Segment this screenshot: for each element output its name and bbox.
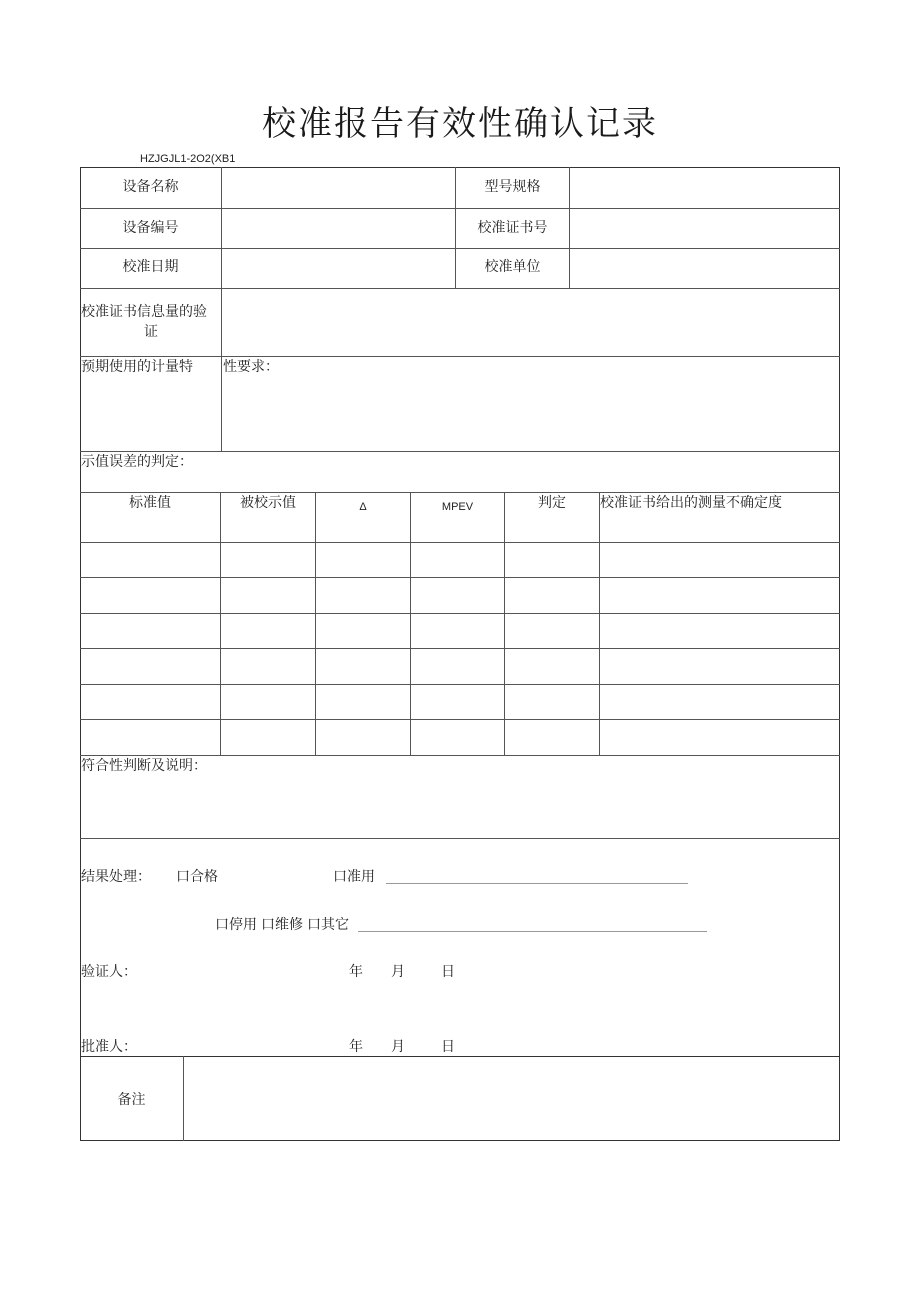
col-header-indicated-value: 被校示值 [240,495,296,511]
table-cell[interactable] [411,685,504,719]
table-cell[interactable] [600,543,839,577]
col-header-judgement: 判定 [538,495,566,511]
checkbox-other[interactable] [307,915,349,935]
option-label: 维修 [275,917,303,933]
device-name-field[interactable] [222,168,454,208]
label-intended-use: 预期使用的计量特 [81,359,193,375]
checkbox-icon: 口 [215,917,229,933]
table-cell[interactable] [221,720,315,755]
label-device-name: 设备名称 [122,179,179,195]
table-cell[interactable] [221,649,315,684]
table-cell[interactable] [81,685,220,719]
checkbox-icon: 口 [333,869,347,885]
calibration-org-field[interactable] [570,249,839,288]
table-cell[interactable] [505,578,599,613]
intended-use-field[interactable] [222,378,839,451]
table-cell[interactable] [81,720,220,755]
checkbox-icon: 口 [307,917,321,933]
other-input-line[interactable] [358,931,707,932]
table-cell[interactable] [505,720,599,755]
table-cell[interactable] [316,649,410,684]
approver-year-label: 年 [349,1039,363,1055]
table-cell[interactable] [316,543,410,577]
table-cell[interactable] [316,685,410,719]
label-cert-info-verification: 校准证书信息量的验 [81,304,207,320]
table-cell[interactable] [600,649,839,684]
divider [80,838,840,839]
divider [80,451,840,452]
table-cell[interactable] [411,614,504,648]
table-cell[interactable] [221,685,315,719]
label-result: 结果处理： [81,869,151,885]
conditional-use-input-line[interactable] [386,883,688,884]
page-title: 校准报告有效性确认记录 [262,104,658,144]
table-cell[interactable] [505,649,599,684]
table-cell[interactable] [221,614,315,648]
checkbox-icon: 口 [176,869,190,885]
checkbox-repair[interactable] [261,915,303,935]
table-cell[interactable] [505,614,599,648]
form-code: HZJGJL1-2O2(XB1 [140,153,236,165]
table-cell[interactable] [81,543,220,577]
label-conformity: 符合性判断及说明： [81,758,207,774]
conformity-field[interactable] [81,778,839,838]
verifier-month-label: 月 [391,964,405,980]
approver-month-label: 月 [391,1039,405,1055]
table-cell[interactable] [81,649,220,684]
label-intended-use-cont: 性要求： [223,359,279,375]
table-cell[interactable] [600,720,839,755]
calibration-date-field[interactable] [222,249,454,288]
verifier-day-label: 日 [441,964,455,980]
option-label: 合格 [190,869,218,885]
label-calibration-date: 校准日期 [122,259,179,275]
col-header-standard-value: 标准值 [129,495,171,511]
table-cell[interactable] [316,720,410,755]
label-approver: 批准人： [81,1039,137,1055]
table-cell[interactable] [600,578,839,613]
table-cell[interactable] [411,649,504,684]
table-cell[interactable] [505,685,599,719]
approver-day-label: 日 [441,1039,455,1055]
divider [80,356,840,357]
option-label: 准用 [347,869,375,885]
label-device-number: 设备编号 [122,220,179,236]
remark-field[interactable] [184,1057,839,1141]
table-cell[interactable] [81,614,220,648]
checkbox-qualified[interactable] [176,867,218,887]
table-cell[interactable] [600,685,839,719]
label-calibration-org: 校准单位 [484,259,541,275]
label-cert-number: 校准证书号 [477,220,548,236]
table-cell[interactable] [316,578,410,613]
model-spec-field[interactable] [570,168,839,208]
table-cell[interactable] [411,543,504,577]
verifier-year-label: 年 [349,964,363,980]
checkbox-icon: 口 [261,917,275,933]
label-remark: 备注 [117,1092,146,1108]
col-header-uncertainty: 校准证书给出的测量不确定度 [600,495,782,511]
label-indication-error: 示值误差的判定： [81,454,193,470]
table-cell[interactable] [316,614,410,648]
checkbox-conditional-use[interactable] [333,867,375,887]
device-number-field[interactable] [222,209,454,248]
cert-info-verification-field[interactable] [222,289,839,356]
table-cell[interactable] [221,543,315,577]
label-model-spec: 型号规格 [484,179,541,195]
cert-number-field[interactable] [570,209,839,248]
table-cell[interactable] [221,578,315,613]
table-cell[interactable] [81,578,220,613]
col-header-delta: Δ [359,501,367,513]
label-cert-info-verification-cont: 证 [144,324,158,340]
option-label: 停用 [229,917,257,933]
label-verifier: 验证人： [81,964,137,980]
table-cell[interactable] [505,543,599,577]
option-label: 其它 [321,917,349,933]
col-header-mpev: MPEV [441,501,474,513]
table-cell[interactable] [411,720,504,755]
table-cell[interactable] [411,578,504,613]
checkbox-suspended[interactable] [215,915,257,935]
table-cell[interactable] [600,614,839,648]
